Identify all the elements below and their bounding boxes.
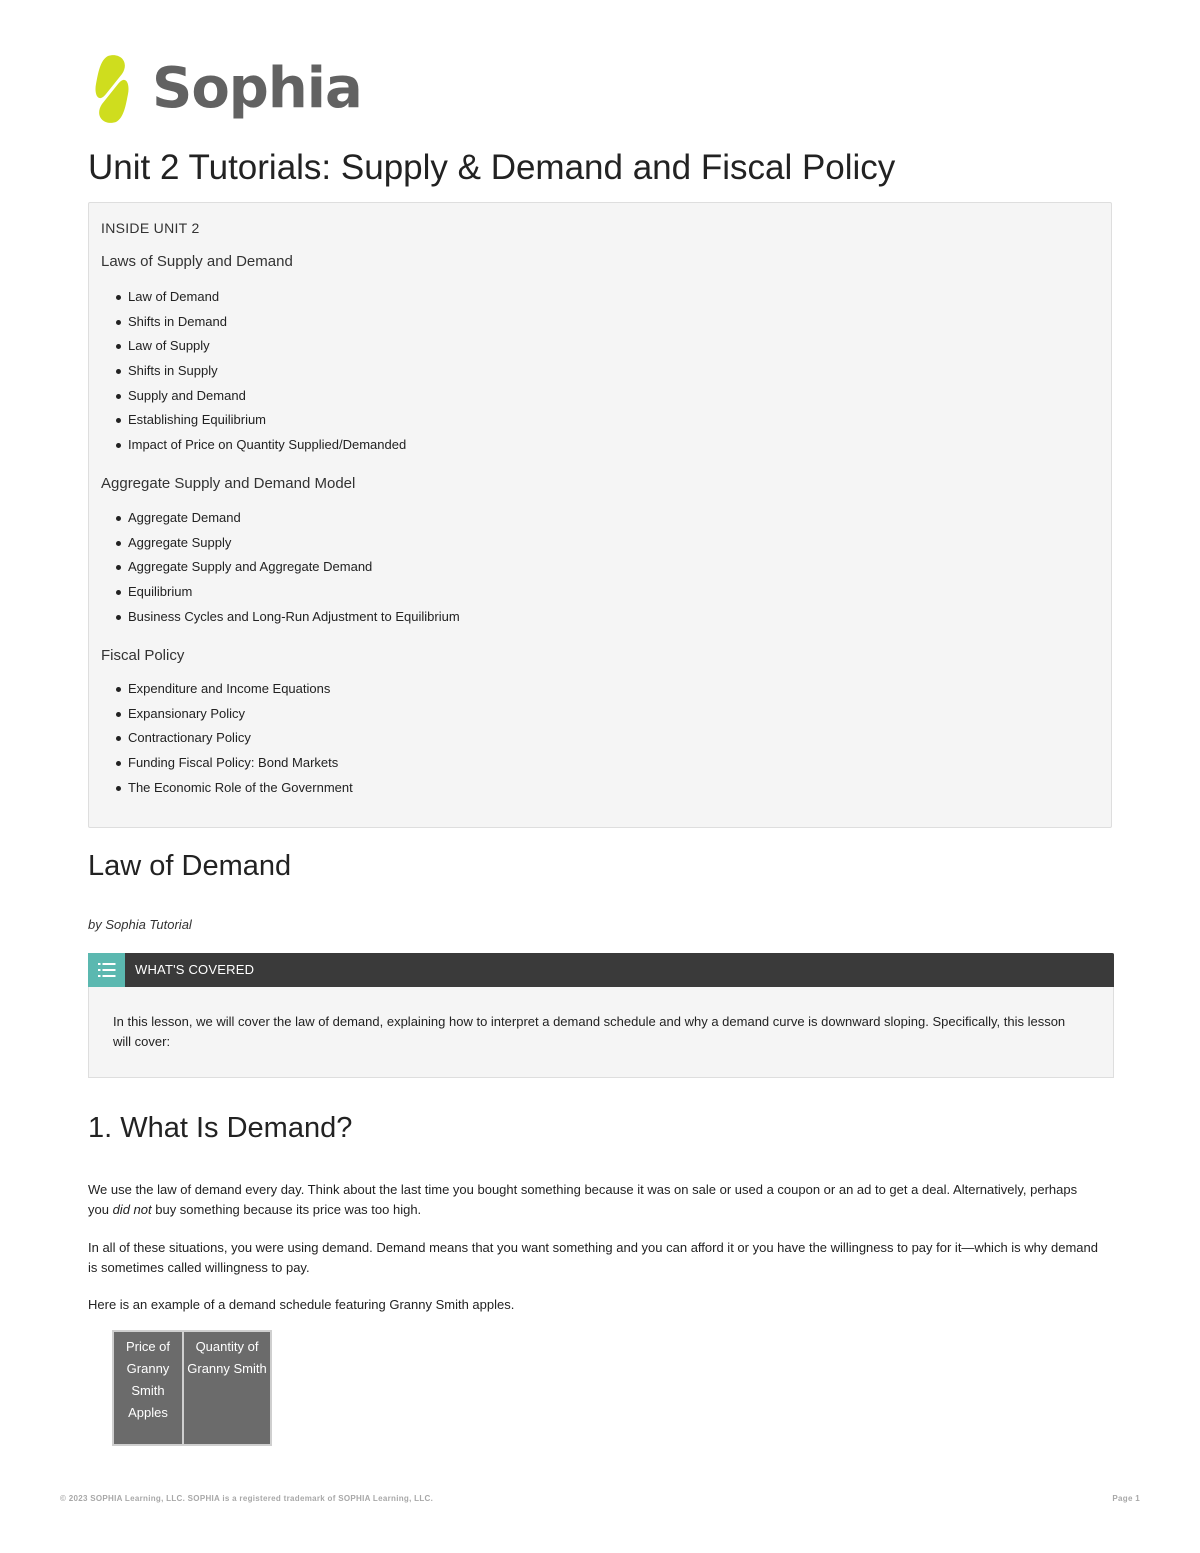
sophia-logo-mark-icon <box>86 54 138 124</box>
bullet-icon <box>116 541 121 546</box>
emphasis-text: did not <box>112 1202 152 1217</box>
toc-item[interactable]: Law of Demand <box>101 288 406 313</box>
paragraph-1: We use the law of demand every day. Think about the last time you bought something because it was on sale or used a coupon or an ad to get a deal. Alternatively, perhaps you did not buy something because its price was too high. <box>88 1182 1078 1217</box>
toc-item[interactable]: Supply and Demand <box>101 387 406 412</box>
toc-item[interactable]: Shifts in Supply <box>101 362 406 387</box>
whats-covered-text: In this lesson, we will cover the law of demand, explaining how to interpret a demand schedule and why a demand curve is downward sloping. Specifically, this lesson will cover: <box>113 1014 1066 1049</box>
footer-page-number: Page 1 <box>1112 1494 1140 1503</box>
unit-title: Unit 2 Tutorials: Supply & Demand and Fiscal Policy <box>88 148 896 187</box>
bullet-icon <box>116 736 121 741</box>
lesson-title: Law of Demand <box>88 850 292 882</box>
paragraph-3: Here is an example of a demand schedule featuring Granny Smith apples. <box>88 1297 515 1312</box>
toc-item[interactable]: Law of Supply <box>101 337 406 362</box>
bullet-icon <box>116 565 121 570</box>
toc-section-heading: Aggregate Supply and Demand Model <box>101 475 356 492</box>
toc-item[interactable]: Shifts in Demand <box>101 313 406 338</box>
list-icon <box>88 953 125 987</box>
paragraph-2: In all of these situations, you were using demand. Demand means that you want something and you can afford it or you have the willingness to pay for it—which is why demand is sometimes called willingness to pay. <box>88 1240 1098 1275</box>
toc-list-aggregate <box>101 509 460 632</box>
table-header-price: Price of Granny Smith Apples <box>113 1331 183 1445</box>
whats-covered-header <box>88 953 1114 987</box>
toc-item[interactable]: Contractionary Policy <box>101 729 353 754</box>
bullet-icon <box>116 295 121 300</box>
toc-item[interactable]: Equilibrium <box>101 583 460 608</box>
toc-section-heading: Fiscal Policy <box>101 647 185 664</box>
toc-section-heading: Laws of Supply and Demand <box>101 253 293 270</box>
demand-schedule-table <box>112 1330 272 1446</box>
bullet-icon <box>116 320 121 325</box>
toc-item[interactable]: Aggregate Supply and Aggregate Demand <box>101 558 460 583</box>
inside-unit-box <box>88 202 1112 828</box>
whats-covered-label: WHAT'S COVERED <box>135 962 255 977</box>
table-header-quantity: Quantity of Granny Smith <box>183 1331 271 1445</box>
toc-item[interactable]: Business Cycles and Long-Run Adjustment to Equilibrium <box>101 608 460 633</box>
bullet-icon <box>116 443 121 448</box>
bullet-icon <box>116 712 121 717</box>
bullet-icon <box>116 761 121 766</box>
bullet-icon <box>116 590 121 595</box>
toc-item[interactable]: Establishing Equilibrium <box>101 411 406 436</box>
toc-item[interactable]: Impact of Price on Quantity Supplied/Demanded <box>101 436 406 461</box>
toc-item[interactable]: Expenditure and Income Equations <box>101 680 353 705</box>
bullet-icon <box>116 394 121 399</box>
bullet-icon <box>116 344 121 349</box>
bullet-icon <box>116 516 121 521</box>
toc-item[interactable]: Aggregate Demand <box>101 509 460 534</box>
sophia-logo-wordmark: Sophia <box>152 56 362 121</box>
bullet-icon <box>116 369 121 374</box>
toc-item[interactable]: Funding Fiscal Policy: Bond Markets <box>101 754 353 779</box>
byline: by Sophia Tutorial <box>88 917 192 932</box>
toc-item[interactable]: The Economic Role of the Government <box>101 779 353 804</box>
toc-list-fiscal <box>101 680 353 803</box>
toc-item[interactable]: Aggregate Supply <box>101 534 460 559</box>
inside-unit-label: INSIDE UNIT 2 <box>101 220 200 236</box>
bullet-icon <box>116 786 121 791</box>
whats-covered-box <box>88 953 1114 1078</box>
toc-item[interactable]: Expansionary Policy <box>101 705 353 730</box>
section-heading: 1. What Is Demand? <box>88 1112 353 1144</box>
footer-copyright: © 2023 SOPHIA Learning, LLC. SOPHIA is a registered trademark of SOPHIA Learning, LLC. <box>60 1494 434 1503</box>
bullet-icon <box>116 615 121 620</box>
sophia-logo <box>86 54 362 124</box>
toc-list-supply-demand <box>101 288 406 461</box>
bullet-icon <box>116 687 121 692</box>
bullet-icon <box>116 418 121 423</box>
